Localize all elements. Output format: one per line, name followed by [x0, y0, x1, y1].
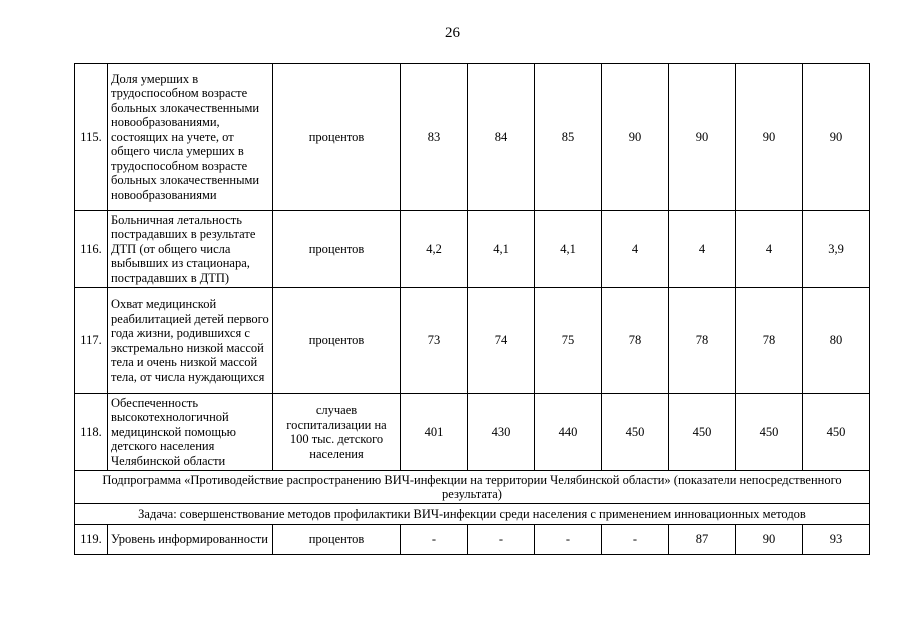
value-cell: 78 [602, 288, 669, 394]
value-cell: 90 [736, 64, 803, 211]
value-cell: 450 [602, 394, 669, 471]
unit-cell: случаев госпитализации на 100 тыс. детского населения [273, 394, 401, 471]
value-cell: 83 [401, 64, 468, 211]
value-cell: - [602, 525, 669, 555]
value-cell: 440 [535, 394, 602, 471]
table-row [75, 288, 870, 394]
value-cell: 90 [669, 64, 736, 211]
indicator-name: Охват медицинской реабилитацией детей первого года жизни, родившихся с экстремально низкой массой тела и очень низкой массой тела, от числа нуждающихся [108, 288, 273, 394]
value-cell: 84 [468, 64, 535, 211]
table-row [75, 525, 870, 555]
indicator-name: Больничная летальность пострадавших в результате ДТП (от общего числа выбывших из стационара, пострадавших в ДТП) [108, 211, 273, 288]
unit-cell: процентов [273, 64, 401, 211]
task-title: Задача: совершенствование методов профилактики ВИЧ-инфекции среди населения с применением инновационных методов [75, 504, 870, 525]
value-cell: 87 [669, 525, 736, 555]
table-row [75, 64, 870, 211]
table-row [75, 394, 870, 471]
value-cell: 4,1 [468, 211, 535, 288]
indicator-name: Обеспеченность высокотехнологичной медицинской помощью детского населения Челябинской области [108, 394, 273, 471]
value-cell: 74 [468, 288, 535, 394]
unit-cell: процентов [273, 288, 401, 394]
row-number: 118. [75, 394, 108, 471]
page-number: 26 [445, 25, 460, 41]
value-cell: 401 [401, 394, 468, 471]
value-cell: 73 [401, 288, 468, 394]
unit-cell: процентов [273, 211, 401, 288]
task-row [75, 504, 870, 525]
value-cell: 75 [535, 288, 602, 394]
value-cell: 90 [736, 525, 803, 555]
value-cell: 90 [602, 64, 669, 211]
value-cell: 78 [669, 288, 736, 394]
value-cell: - [535, 525, 602, 555]
row-number: 119. [75, 525, 108, 555]
value-cell: 430 [468, 394, 535, 471]
value-cell: 450 [803, 394, 870, 471]
value-cell: 80 [803, 288, 870, 394]
subprogram-row [75, 471, 870, 504]
table-row [75, 211, 870, 288]
row-number: 116. [75, 211, 108, 288]
value-cell: 93 [803, 525, 870, 555]
value-cell: 85 [535, 64, 602, 211]
value-cell: 450 [736, 394, 803, 471]
value-cell: 3,9 [803, 211, 870, 288]
value-cell: 4 [736, 211, 803, 288]
value-cell: - [401, 525, 468, 555]
value-cell: 90 [803, 64, 870, 211]
value-cell: 4,1 [535, 211, 602, 288]
indicator-name: Доля умерших в трудоспособном возрасте больных злокачественными новообразованиями, состоящих на учете, от общего числа умерших в трудоспособном возрасте больных злокачественными новообразованиями [108, 64, 273, 211]
value-cell: 78 [736, 288, 803, 394]
unit-cell: процентов [273, 525, 401, 555]
value-cell: 4 [669, 211, 736, 288]
value-cell: 4,2 [401, 211, 468, 288]
indicator-name: Уровень информированности [108, 525, 273, 555]
row-number: 117. [75, 288, 108, 394]
indicators-table [74, 63, 870, 555]
subprogram-title: Подпрограмма «Противодействие распространению ВИЧ-инфекции на территории Челябинской области» (показатели непосредственного результата) [75, 471, 870, 504]
row-number: 115. [75, 64, 108, 211]
value-cell: 450 [669, 394, 736, 471]
value-cell: 4 [602, 211, 669, 288]
value-cell: - [468, 525, 535, 555]
